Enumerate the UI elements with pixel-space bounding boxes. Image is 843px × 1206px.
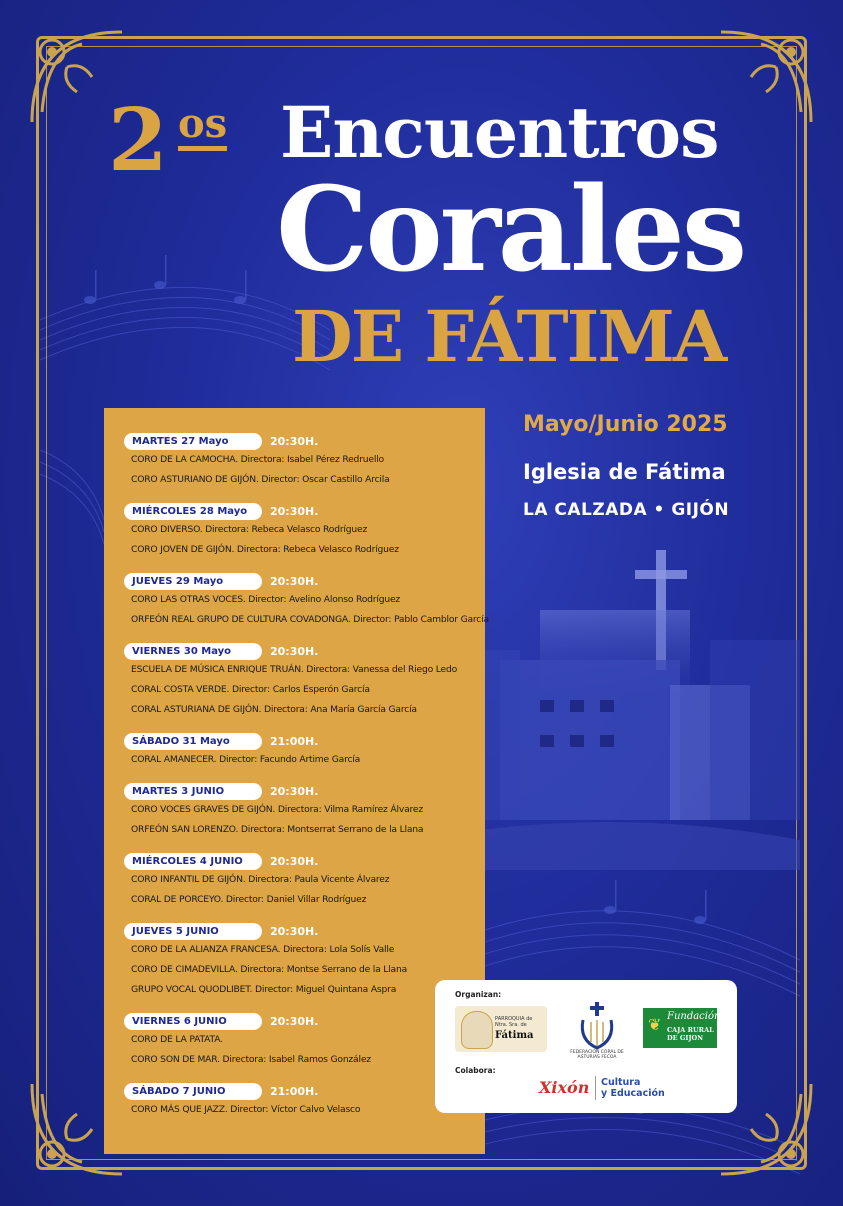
day-label: JUEVES 29 Mayo xyxy=(124,573,262,590)
day-time: 21:00H. xyxy=(270,735,319,748)
cultura-educacion-logo xyxy=(601,1077,665,1099)
educacion-label: y Educación xyxy=(601,1088,665,1099)
event-venue: Iglesia de Fátima xyxy=(523,460,726,484)
schedule-panel xyxy=(104,408,489,1154)
colabora-label: Colabora: xyxy=(455,1066,496,1075)
choir-entry: CORO DE LA PATATA. xyxy=(131,1034,223,1045)
church-photo xyxy=(480,540,800,870)
virgin-image-icon xyxy=(461,1011,493,1049)
choir-entry: CORO DIVERSO. Directora: Rebeca Velasco Rodríguez xyxy=(131,524,368,535)
title-line-de-fatima: DE FÁTIMA xyxy=(292,295,726,378)
day-label: JUEVES 5 JUNIO xyxy=(124,923,262,940)
choir-entry: CORO ASTURIANO DE GIJÓN. Director: Oscar Castillo Arcila xyxy=(131,474,390,485)
fecoa-label: FEDERACIÓN CORAL DE ASTURIAS FECOA xyxy=(570,1050,624,1060)
organizan-label: Organizan: xyxy=(455,990,502,999)
day-time: 20:30H. xyxy=(270,785,319,798)
day-label: MARTES 3 JUNIO xyxy=(124,783,262,800)
day-label: SÁBADO 31 Mayo xyxy=(124,733,262,750)
day-label: VIERNES 30 Mayo xyxy=(124,643,262,660)
day-time: 20:30H. xyxy=(270,925,319,938)
day-time: 20:30H. xyxy=(270,505,319,518)
logo-divider xyxy=(595,1076,596,1100)
title-ordinal-suffix: os xyxy=(178,104,227,151)
day-time: 20:30H. xyxy=(270,435,319,448)
parroquia-fatima-logo xyxy=(455,1006,547,1052)
title-line-encuentros: Encuentros xyxy=(280,91,719,174)
choir-entry: CORO JOVEN DE GIJÓN. Directora: Rebeca Velasco Rodríguez xyxy=(131,544,399,555)
choir-entry: CORO VOCES GRAVES DE GIJÓN. Directora: Vilma Ramírez Álvarez xyxy=(131,804,423,815)
caja-rural-label: CAJA RURAL DE GIJON xyxy=(667,1026,714,1042)
day-label: SÁBADO 7 JUNIO xyxy=(124,1083,262,1100)
choir-entry: CORO SON DE MAR. Directora: Isabel Ramos González xyxy=(131,1054,371,1065)
choir-entry: GRUPO VOCAL QUODLIBET. Director: Miguel Quintana Aspra xyxy=(131,984,397,995)
choir-entry: CORO INFANTIL DE GIJÓN. Directora: Paula Vicente Álvarez xyxy=(131,874,390,885)
day-label: MIÉRCOLES 4 JUNIO xyxy=(124,853,262,870)
choir-entry: CORAL COSTA VERDE. Director: Carlos Esperón García xyxy=(131,684,370,695)
parroquia-name: Fátima xyxy=(495,1030,534,1041)
choir-entry: CORO LAS OTRAS VOCES. Director: Avelino Alonso Rodríguez xyxy=(131,594,401,605)
choir-entry: ESCUELA DE MÚSICA ENRIQUE TRUÁN. Directora: Vanessa del Riego Ledo xyxy=(131,664,458,675)
day-label: VIERNES 6 JUNIO xyxy=(124,1013,262,1030)
choir-entry: CORAL DE PORCEYO. Director: Daniel Villar Rodríguez xyxy=(131,894,367,905)
day-time: 20:30H. xyxy=(270,855,319,868)
day-label: MARTES 27 Mayo xyxy=(124,433,262,450)
choir-entry: CORO DE LA ALIANZA FRANCESA. Directora: Lola Solís Valle xyxy=(131,944,395,955)
event-place: LA CALZADA • GIJÓN xyxy=(523,500,730,520)
parroquia-label: PARROQUIA de Ntra. Sra. de xyxy=(495,1016,533,1028)
corner-ornament-icon xyxy=(711,22,821,132)
day-time: 20:30H. xyxy=(270,645,319,658)
title-line-corales: Corales xyxy=(276,162,745,298)
day-label: MIÉRCOLES 28 Mayo xyxy=(124,503,262,520)
wheat-icon: ❦ xyxy=(648,1017,662,1034)
day-time: 21:00H. xyxy=(270,1085,319,1098)
fundacion-label: Fundación xyxy=(667,1011,721,1022)
choir-entry: CORO DE LA CAMOCHA. Directora: Isabel Pérez Redruello xyxy=(131,454,384,465)
event-dates: Mayo/Junio 2025 xyxy=(523,412,728,437)
day-time: 20:30H. xyxy=(270,575,319,588)
title-ordinal-number: 2 xyxy=(108,90,168,191)
choir-entry: CORO DE CIMADEVILLA. Directora: Montse Serrano de la Llana xyxy=(131,964,408,975)
fundacion-caja-rural-logo xyxy=(643,1008,721,1048)
choir-entry: CORAL ASTURIANA DE GIJÓN. Directora: Ana María García García xyxy=(131,704,417,715)
choir-entry: ORFEÓN SAN LORENZO. Directora: Montserrat Serrano de la Llana xyxy=(131,824,424,835)
xixon-logo: Xixón xyxy=(539,1078,590,1097)
day-time: 20:30H. xyxy=(270,1015,319,1028)
choir-entry: CORAL AMANECER. Director: Facundo Artime García xyxy=(131,754,361,765)
choir-entry: ORFEÓN REAL GRUPO DE CULTURA COVADONGA. Director: Pablo Camblor García xyxy=(131,614,489,625)
choir-entry: CORO MÁS QUE JAZZ. Director: Víctor Calvo Velasco xyxy=(131,1104,361,1115)
cultura-label: Cultura xyxy=(601,1077,641,1088)
sponsors-box xyxy=(435,980,737,1113)
